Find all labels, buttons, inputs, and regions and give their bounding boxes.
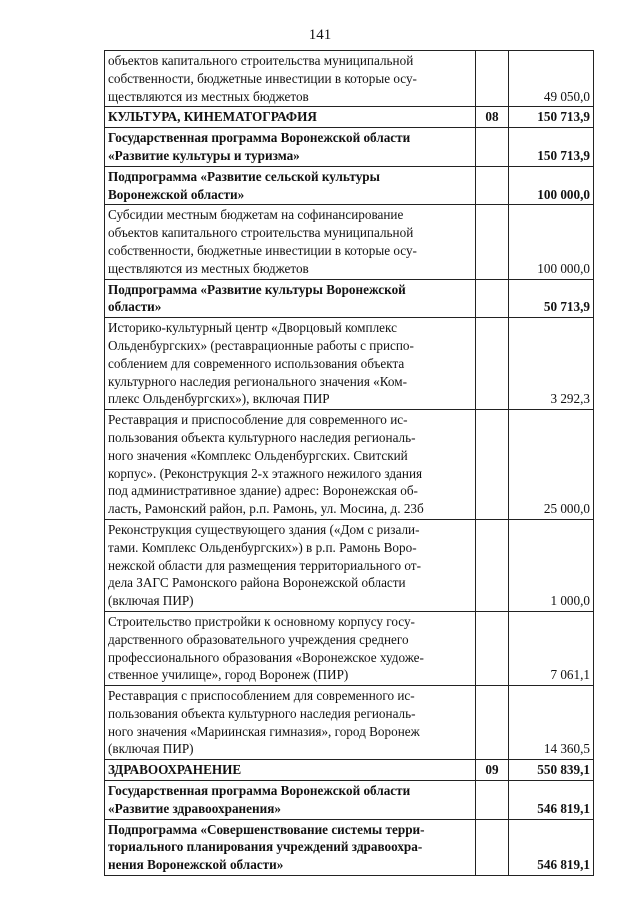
row-section-code [476, 519, 509, 611]
table-row [105, 686, 594, 760]
table-row [105, 107, 594, 128]
row-amount: 7 061,1 [509, 611, 594, 685]
row-description: объектов капитального строительства муниципальной собственности, бюджетные инвестиции в которые осу- ществляются из местных бюджетов [108, 53, 417, 104]
row-description: Подпрограмма «Развитие культуры Воронежской области» [108, 281, 406, 315]
row-amount: 14 360,5 [509, 686, 594, 760]
table-row [105, 205, 594, 279]
row-section-code [476, 781, 509, 820]
row-description: ЗДРАВООХРАНЕНИЕ [108, 762, 242, 778]
row-section-code [476, 166, 509, 205]
row-amount: 150 713,9 [509, 128, 594, 167]
table-row [105, 128, 594, 167]
row-section-code [476, 205, 509, 279]
row-section-code: 09 [476, 760, 509, 781]
row-amount: 550 839,1 [509, 760, 594, 781]
row-description: Реставрация и приспособление для современного ис- пользования объекта культурного наследия региональ- ного значения «Комплекс Ольденбургских. Свитский корпус». (Реконструкция 2-х этажного нежилого здания под административное здание) адрес: Воронежская об- ласть, Рамонский район, р.п. Рамонь, ул. Мосина, д. 23б [108, 412, 424, 517]
row-description-cell [105, 819, 476, 875]
row-amount: 150 713,9 [509, 107, 594, 128]
table-row [105, 279, 594, 318]
row-section-code [476, 410, 509, 520]
row-description-cell [105, 107, 476, 128]
budget-table-body [105, 51, 594, 876]
row-amount: 546 819,1 [509, 781, 594, 820]
row-amount: 1 000,0 [509, 519, 594, 611]
table-row [105, 410, 594, 520]
row-amount: 546 819,1 [509, 819, 594, 875]
budget-table [104, 50, 594, 876]
table-row [105, 519, 594, 611]
row-description-cell [105, 686, 476, 760]
table-row [105, 760, 594, 781]
row-description-cell [105, 166, 476, 205]
row-description: Строительство пристройки к основному корпусу госу- дарственного образовательного учреждения среднего профессионального образования «Воронежское художе- ственное училище», город Воронеж (ПИР) [108, 613, 424, 683]
row-description: Реставрация с приспособлением для современного ис- пользования объекта культурного наследия региональ- ного значения «Мариинская гимназия», город Воронеж (включая ПИР) [108, 688, 420, 757]
row-description: Подпрограмма «Развитие сельской культуры Воронежской области» [108, 168, 380, 202]
table-row [105, 51, 594, 107]
row-section-code [476, 686, 509, 760]
row-description: Государственная программа Воронежской области «Развитие здравоохранения» [108, 783, 411, 816]
row-description-cell [105, 760, 476, 781]
table-row [105, 166, 594, 205]
page-number: 141 [308, 27, 332, 43]
table-row [105, 819, 594, 875]
row-section-code [476, 819, 509, 875]
row-amount: 3 292,3 [509, 318, 594, 410]
row-section-code [476, 318, 509, 410]
row-section-code: 08 [476, 107, 509, 128]
row-description-cell [105, 519, 476, 611]
row-amount: 100 000,0 [509, 205, 594, 279]
row-section-code [476, 611, 509, 685]
row-description-cell [105, 279, 476, 318]
row-description-cell [105, 205, 476, 279]
row-section-code [476, 279, 509, 318]
row-description-cell [105, 781, 476, 820]
row-description-cell [105, 51, 476, 107]
row-section-code [476, 128, 509, 167]
row-amount: 25 000,0 [509, 410, 594, 520]
row-description-cell [105, 611, 476, 685]
row-description-cell [105, 128, 476, 167]
table-row [105, 781, 594, 820]
row-description-cell [105, 410, 476, 520]
row-amount: 49 050,0 [509, 51, 594, 107]
row-description: КУЛЬТУРА, КИНЕМАТОГРАФИЯ [108, 109, 317, 125]
row-description-cell [105, 318, 476, 410]
table-row [105, 318, 594, 410]
row-description: Реконструкция существующего здания («Дом с ризали- тами. Комплекс Ольденбургских») в р.п. Рамонь Воро- нежской области для размещения территориального от- дела ЗАГС Рамонского района Воронежской области (включая ПИР) [108, 521, 421, 609]
row-description: Субсидии местным бюджетам на софинансирование объектов капитального строительства муниципальной собственности, бюджетные инвестиции в которые осу- ществляются из местных бюджетов [108, 207, 417, 276]
row-description: Подпрограмма «Совершенствование системы терри- ториального планирования учреждений здравоохра- нения Воронежской области» [108, 821, 425, 873]
table-row [105, 611, 594, 685]
row-amount: 50 713,9 [509, 279, 594, 318]
row-description: Государственная программа Воронежской области «Развитие культуры и туризма» [108, 130, 411, 163]
row-description: Историко-культурный центр «Дворцовый комплекс Ольденбургских» (реставрационные работы с приспо- соблением для современного использования объекта культурного наследия регионального значения «Ком- плекс Ольденбургских»), включая ПИР [108, 320, 414, 407]
row-amount: 100 000,0 [509, 166, 594, 205]
row-section-code [476, 51, 509, 107]
